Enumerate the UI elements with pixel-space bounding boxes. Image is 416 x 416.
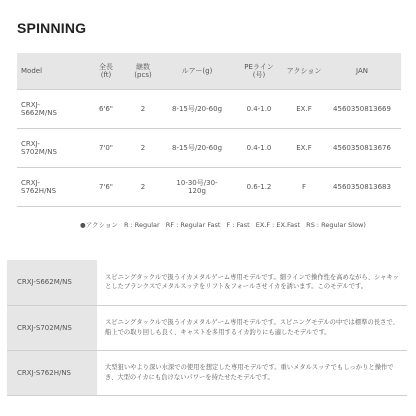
description-model: CRXJ-S762H/NS [7,350,97,395]
header-jan: JAN [323,53,401,89]
row-pieces: 2 [125,128,161,167]
row-model: CRXJ- S702M/NS [17,128,87,167]
header-pieces [125,53,161,89]
row-model: CRXJ- S662M/NS [17,89,87,128]
header-action: アクション [285,53,323,89]
header-pe-line-text: PEライン (号) [244,62,274,79]
header-length [87,53,125,89]
table-row [17,89,401,128]
description-row [7,305,407,350]
page-title: SPINNING [17,20,87,36]
legend-item: F : Fast [226,221,250,229]
row-pieces: 2 [125,89,161,128]
header-length-text: 全長 (ft) [99,62,113,79]
spec-table [17,53,401,207]
description-model: CRXJ-S702M/NS [7,305,97,350]
row-jan: 4560350813683 [323,167,401,206]
description-row [7,350,407,395]
row-length: 6'6" [87,89,125,128]
row-pe-line: 0.4-1.0 [233,89,285,128]
row-lure: 8-15号/20-60g [161,128,233,167]
header-lure: ルアー(g) [161,53,233,89]
action-legend [80,220,410,229]
header-pe-line [233,53,285,89]
legend-label: ●アクション [80,221,118,229]
row-action: EX.F [285,89,323,128]
row-pieces: 2 [125,167,161,206]
row-pe-line: 0.6-1.2 [233,167,285,206]
row-jan: 4560350813676 [323,128,401,167]
description-text: スピニングタックルで扱うイカメタルゲーム専用モデルです。細ラインで操作性を高めながら、シャキッとしたブランクスでメタルスッテをリフト＆フォールさせイカを誘います。このモデルです。 [97,260,407,305]
row-jan: 4560350813669 [323,89,401,128]
row-lure: 8-15号/20-60g [161,89,233,128]
table-row [17,128,401,167]
row-length: 7'0" [87,128,125,167]
legend-item: RS : Regular Slow) [306,221,366,229]
header-model: Model [17,53,87,89]
row-action: EX.F [285,128,323,167]
description-table [7,260,407,396]
description-text: スピニングタックルで扱うイカメタルゲーム専用モデルです。スピニングモデルの中では標準の長さで、船上での取り回しも良く、キャストを多用するイカ釣りにも適したモデルです。 [97,305,407,350]
row-length: 7'6" [87,167,125,206]
legend-item: EX.F : EX.Fast [255,221,301,229]
row-model: CRXJ- S762H/NS [17,167,87,206]
legend-item: R : Regular [123,221,160,229]
table-row [17,167,401,206]
row-pe-line: 0.4-1.0 [233,128,285,167]
description-text: 大型狙いやより深い水深での使用を想定した専用モデルです。重いメタルスッテでもしっかりと操作でき、大型のイカにも負けないパワーを持たせたモデルです。 [97,350,407,395]
row-action: F [285,167,323,206]
description-row [7,260,407,305]
description-model: CRXJ-S662M/NS [7,260,97,305]
legend-item: RF : Regular Fast [165,221,221,229]
header-pieces-text: 継数 (pcs) [134,62,152,79]
spec-header-row [17,53,401,89]
row-lure: 10-30号/30- 120g [161,167,233,206]
